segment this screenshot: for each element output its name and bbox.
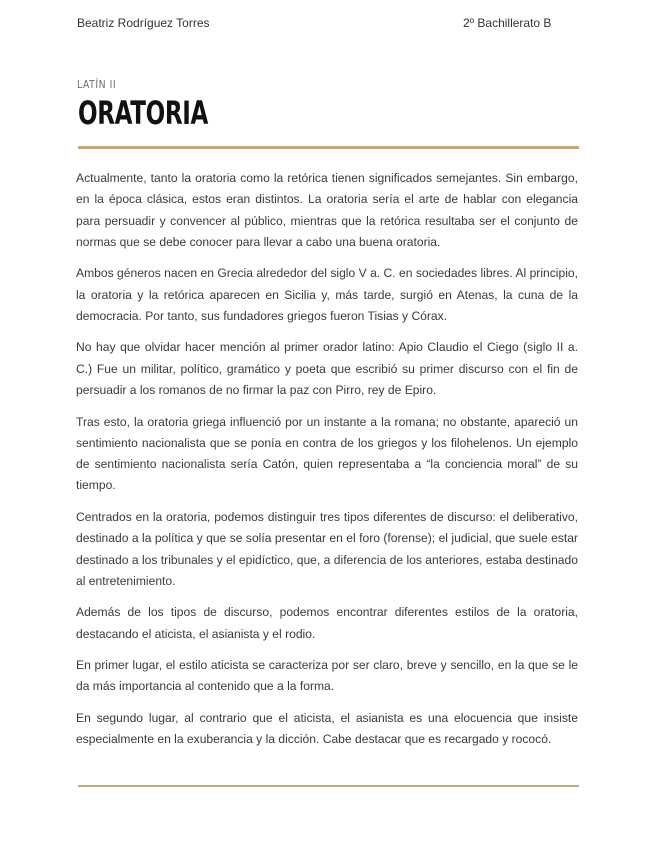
subject-label: LATÍN II [77, 78, 117, 91]
header-class: 2º Bachillerato B [463, 16, 552, 30]
paragraph-7: En primer lugar, el estilo aticista se caracteriza por ser claro, breve y sencillo, en la que se le da más importancia al contenido que a la forma. [76, 658, 578, 694]
paragraph-2: Ambos géneros nacen en Grecia alrededor del siglo V a. C. en sociedades libres. Al principio, la oratoria y la retórica aparecen en Sicilia y, más tarde, surgió en Atenas, la cuna de la democracia. Por tanto, sus fundadores griegos fueron Tisias y Córax. [76, 266, 578, 323]
paragraph-6: Además de los tipos de discurso, podemos encontrar diferentes estilos de la oratoria, destacando el aticista, el asianista y el rodio. [76, 605, 578, 641]
footer-divider [78, 785, 579, 787]
page-title: ORATORIA [78, 94, 208, 132]
document-body [76, 168, 578, 761]
header-author: Beatriz Rodríguez Torres [77, 16, 210, 30]
paragraph-1: Actualmente, tanto la oratoria como la retórica tienen significados semejantes. Sin embargo, en la época clásica, estos eran distintos. La oratoria sería el arte de hablar con elegancia para persuadir y convencer al público, mientras que la retórica resultaba ser el conjunto de normas que se debe conocer para llevar a cabo una buena oratoria. [76, 171, 578, 249]
paragraph-3: No hay que olvidar hacer mención al primer orador latino: Apio Claudio el Ciego (siglo II a. C.) Fue un militar, político, gramático y poeta que escribió su primer discurso con el fin de persuadir a los romanos de no firmar la paz con Pirro, rey de Epiro. [76, 340, 578, 398]
paragraph-4: Tras esto, la oratoria griega influenció por un instante a la romana; no obstante, apareció un sentimiento nacionalista que se ponía en contra de los griegos y los filohelenos. Un ejemplo de sentimiento nacionalista sería Catón, quien representaba a “la conciencia moral” de su tiempo. [76, 414, 578, 493]
paragraph-8: En segundo lugar, al contrario que el aticista, el asianista es una elocuencia que insiste especialmente en la exuberancia y la dicción. Cabe destacar que es recargado y rococó. [76, 710, 578, 747]
paragraph-5: Centrados en la oratoria, podemos distinguir tres tipos diferentes de discurso: el deliberativo, destinado a la política y que se solía presentar en el foro (forense); el judicial, que suele estar destinado a los tribunales y el epidíctico, que, a diferencia de los anteriores, estaba destinado al entretenimiento. [76, 509, 578, 588]
title-divider [78, 146, 579, 149]
